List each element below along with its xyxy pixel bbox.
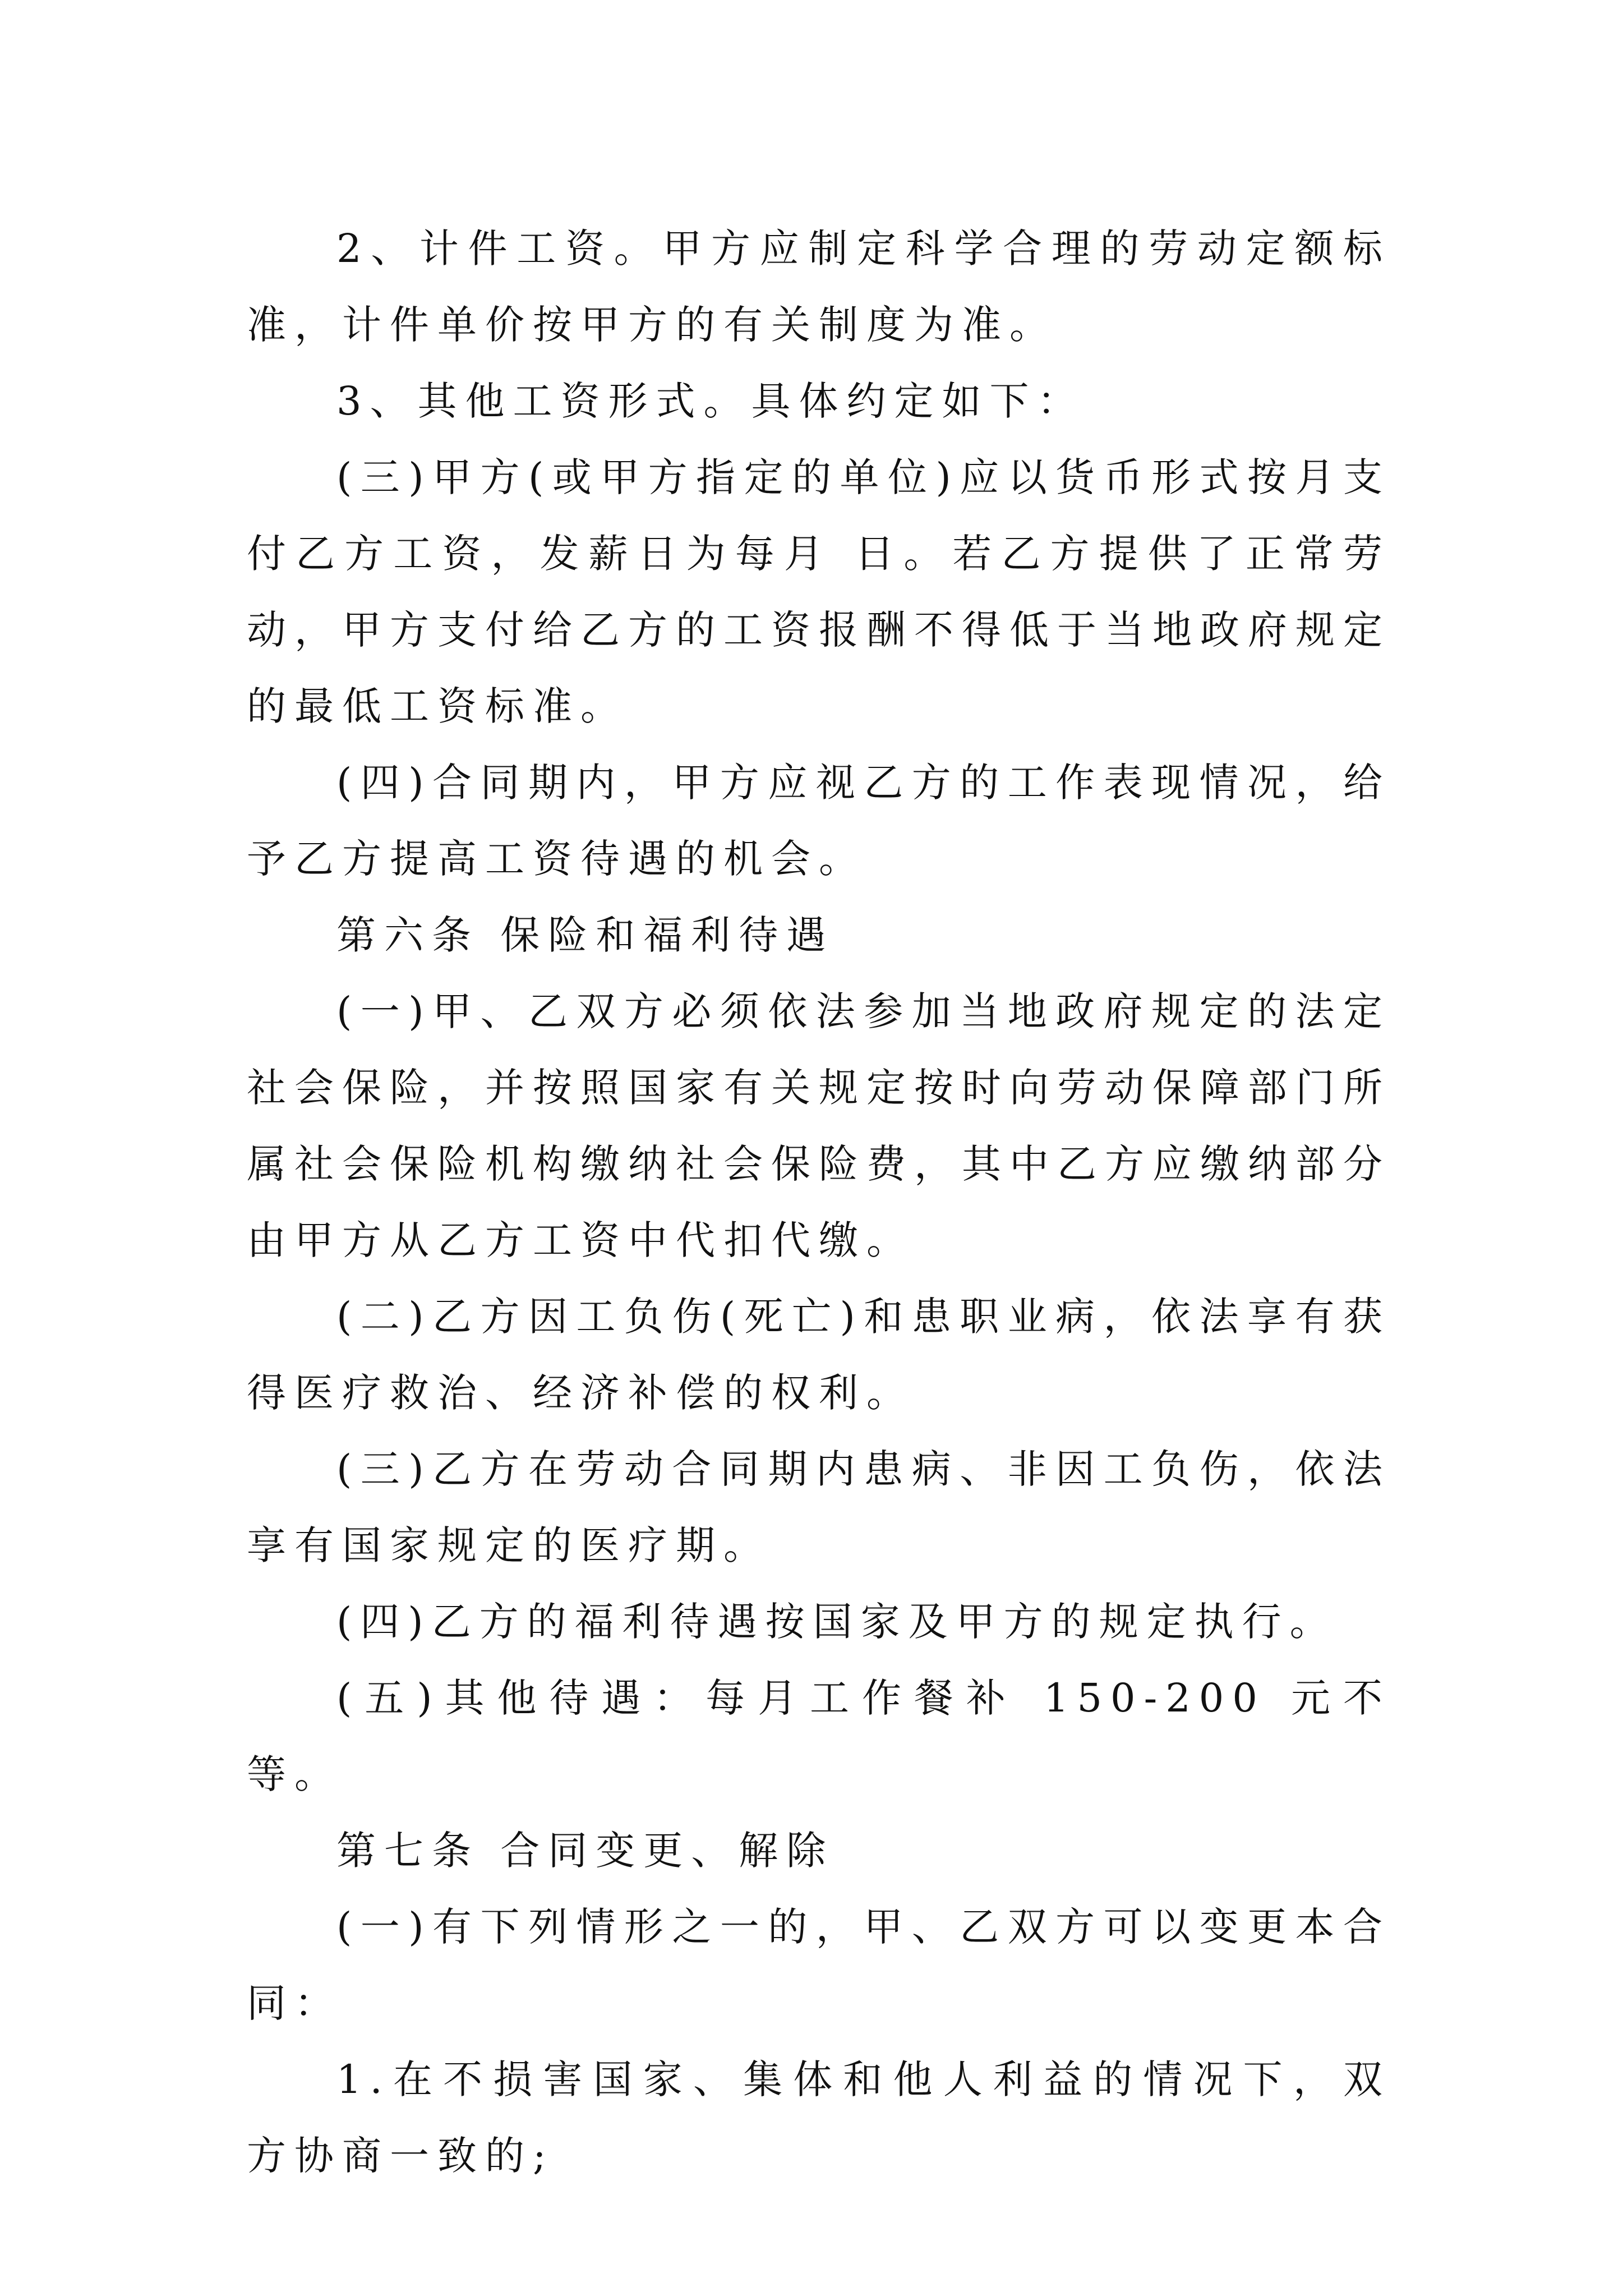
paragraph-other-wage-forms: 3、其他工资形式。具体约定如下： — [336, 378, 1085, 424]
article-6-heading: 第六条 保险和福利待遇 — [336, 912, 834, 958]
paragraph-welfare: (四)乙方的福利待遇按国家及甲方的规定执行。 — [336, 1599, 1338, 1645]
paragraph-piece-wage: 2、计件工资。甲方应制定科学合理的劳动定额标准，计件单价按甲方的有关制度为准。 — [247, 226, 1391, 348]
document-page — [247, 210, 1391, 2194]
paragraph-social-insurance: (一)甲、乙双方必须依法参加当地政府规定的法定社会保险，并按照国家有关规定按时向劳动保障部门所属社会保险机构缴纳社会保险费，其中乙方应缴纳部分由甲方从乙方工资中代扣代缴。 — [247, 988, 1391, 1263]
paragraph-medical-period: (三)乙方在劳动合同期内患病、非因工负伤，依法享有国家规定的医疗期。 — [247, 1446, 1391, 1568]
paragraph-wage-increase: (四)合同期内，甲方应视乙方的工作表现情况，给予乙方提高工资待遇的机会。 — [247, 760, 1391, 882]
paragraph-work-injury: (二)乙方因工负伤(死亡)和患职业病，依法享有获得医疗救治、经济补偿的权利。 — [247, 1294, 1391, 1416]
paragraph-wage-payment: (三)甲方(或甲方指定的单位)应以货币形式按月支付乙方工资，发薪日为每月 日。若乙方提供了正常劳动，甲方支付给乙方的工资报酬不得低于当地政府规定的最低工资标准。 — [247, 454, 1391, 729]
paragraph-contract-change-conditions: (一)有下列情形之一的，甲、乙双方可以变更本合同： — [247, 1904, 1391, 2026]
paragraph-mutual-agreement: 1.在不损害国家、集体和他人利益的情况下，双方协商一致的; — [247, 2056, 1391, 2179]
paragraph-other-benefits: (五)其他待遇：每月工作餐补 150-200 元不等。 — [247, 1675, 1391, 1797]
article-7-heading: 第七条 合同变更、解除 — [336, 1828, 834, 1874]
